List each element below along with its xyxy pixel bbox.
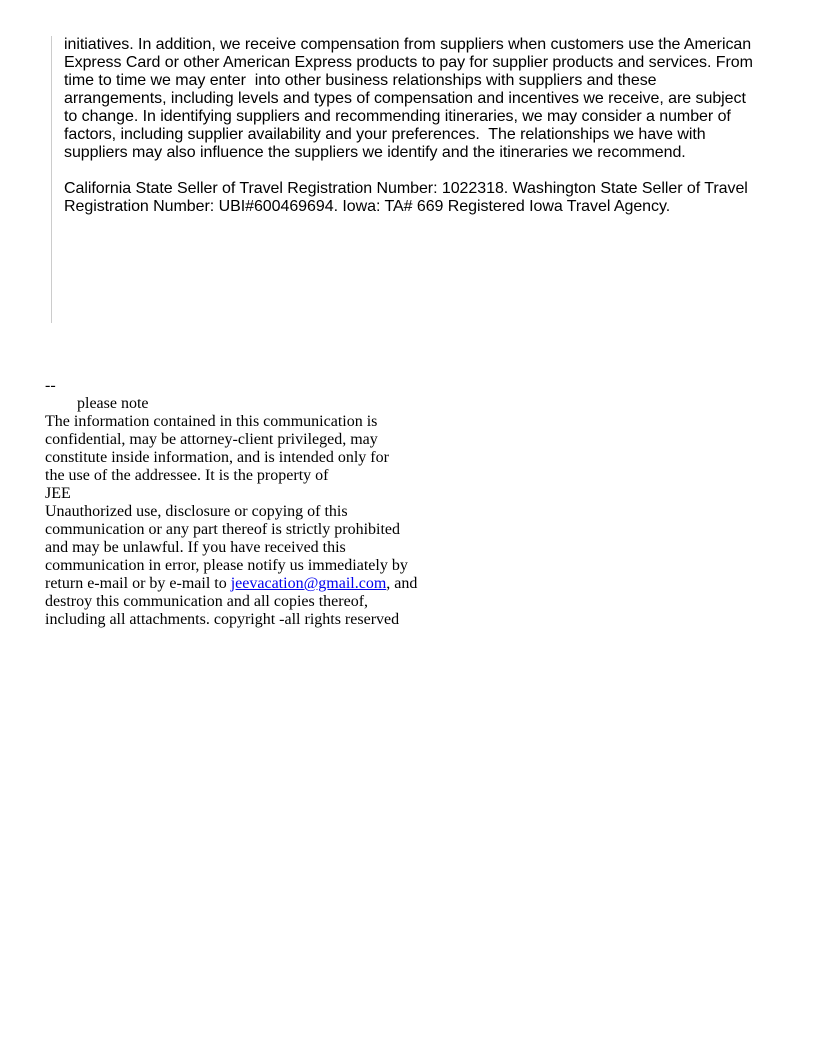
- text-line: communication in error, please notify us immediately by: [45, 557, 408, 574]
- email-line: [45, 575, 445, 593]
- text-line: constitute inside information, and is intended only for: [45, 449, 389, 466]
- text-line: The information contained in this communication is: [45, 413, 378, 430]
- email-line-suffix: , and: [386, 575, 418, 592]
- text-line: factors, including supplier availability and your preferences. The relationships we have with: [64, 126, 706, 143]
- text-line: and may be unlawful. If you have received this: [45, 539, 346, 556]
- email-line-prefix: return e-mail or by e-mail to: [45, 575, 231, 592]
- text-line: time to time we may enter into other business relationships with suppliers and these: [64, 72, 657, 89]
- quoted-paragraph-disclosure: [64, 36, 761, 162]
- text-line: including all attachments. copyright -all rights reserved: [45, 611, 400, 628]
- signature-separator: --: [45, 377, 56, 394]
- text-line: destroy this communication and all copies thereof,: [45, 593, 369, 610]
- text-line: initiatives. In addition, we receive compensation from suppliers when customers use the American: [64, 36, 752, 53]
- text-line: arrangements, including levels and types of compensation and incentives we receive, are subject: [64, 90, 746, 107]
- text-line: confidential, may be attorney-client privileged, may: [45, 431, 378, 448]
- text-line: JEE: [45, 485, 71, 502]
- text-line: communication or any part thereof is strictly prohibited: [45, 521, 401, 538]
- email-link[interactable]: jeevacation@gmail.com: [230, 575, 387, 592]
- text-line: California State Seller of Travel Registration Number: 1022318. Washington State Seller of Travel: [64, 180, 748, 197]
- text-line: Registration Number: UBI#600469694. Iowa: TA# 669 Registered Iowa Travel Agency.: [64, 198, 671, 215]
- email-signature: [45, 377, 445, 629]
- text-line: Express Card or other American Express products to pay for supplier products and services. From: [64, 54, 753, 71]
- quoted-block: [51, 36, 761, 323]
- quoted-paragraph-registration: [64, 180, 761, 216]
- text-line: suppliers may also influence the suppliers we identify and the itineraries we recommend.: [64, 144, 686, 161]
- signature-heading: please note: [77, 395, 149, 412]
- text-line: Unauthorized use, disclosure or copying of this: [45, 503, 348, 520]
- text-line: to change. In identifying suppliers and recommending itineraries, we may consider a number of: [64, 108, 731, 125]
- text-line: the use of the addressee. It is the property of: [45, 467, 329, 484]
